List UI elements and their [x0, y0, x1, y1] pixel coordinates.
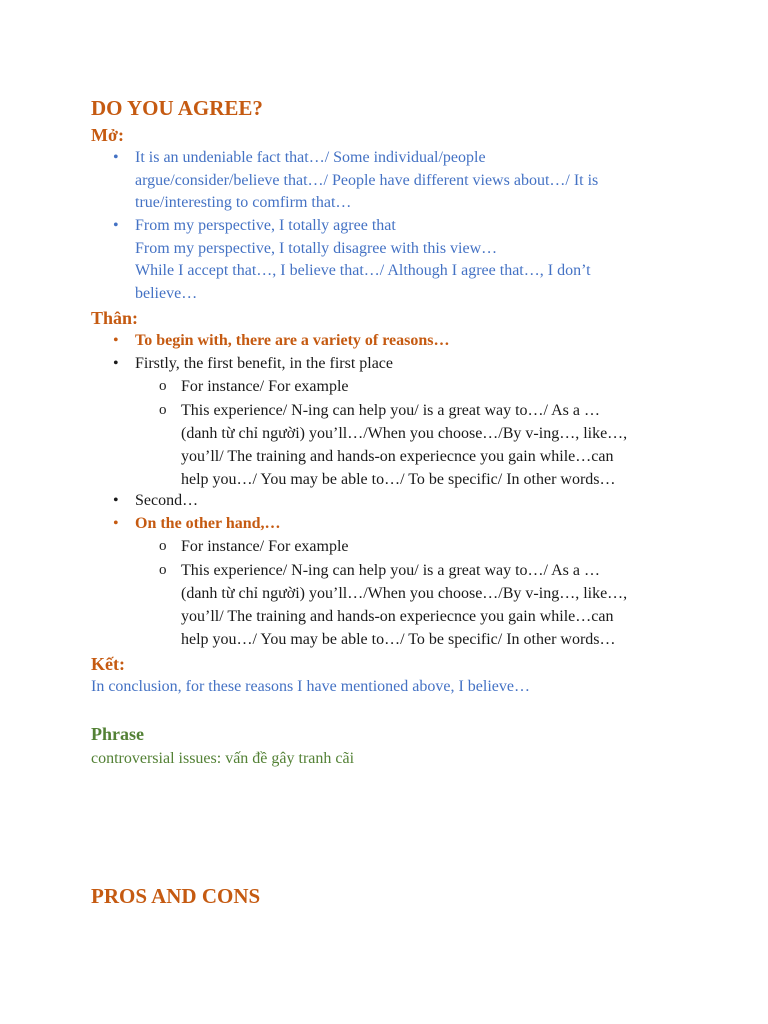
heading-than: Thân:	[91, 308, 139, 328]
text-line: believe…	[135, 284, 198, 302]
text-line: From my perspective, I totally disagree with this view…	[135, 239, 498, 257]
heading-ket: Kết:	[91, 654, 125, 674]
sub-list-item-2a: For instance/ For example	[181, 538, 349, 555]
text-line: This experience/ N-ing can help you/ is a great way to…/ As a …	[181, 402, 600, 419]
bullet-icon: •	[113, 332, 119, 349]
text-line: This experience/ N-ing can help you/ is a great way to…/ As a …	[181, 562, 600, 579]
sub-list-item-1a: For instance/ For example	[181, 378, 349, 395]
bullet-icon: •	[113, 492, 119, 509]
section-title-pros-and-cons: PROS AND CONS	[91, 884, 261, 908]
text-line: From my perspective, I totally agree that	[135, 217, 396, 234]
list-item-than-4: On the other hand,…	[135, 515, 281, 532]
sub-bullet-icon: o	[159, 378, 167, 394]
list-item-than-1: To begin with, there are a variety of reasons…	[135, 332, 450, 349]
phrase-text: controversial issues: vấn đề gây tranh cãi	[91, 750, 355, 767]
text-line: argue/consider/believe that…/ People have different views about…/ It is	[135, 171, 599, 189]
text-line: It is an undeniable fact that…/ Some individual/people	[135, 149, 486, 166]
list-item-mo-1	[135, 147, 685, 215]
list-item-than-2: Firstly, the first benefit, in the first place	[135, 355, 394, 372]
bullet-icon: •	[113, 149, 119, 166]
text-line: you’ll/ The training and hands-on experiecnce you gain while…can	[181, 448, 614, 465]
list-item-than-3: Second…	[135, 492, 199, 509]
text-line: you’ll/ The training and hands-on experiecnce you gain while…can	[181, 608, 614, 625]
text-line: help you…/ You may be able to…/ To be specific/ In other words…	[181, 631, 616, 648]
text-line: (danh từ chỉ người) you’ll…/When you choose…/By v-ing…, like…,	[181, 425, 628, 442]
text-line: While I accept that…, I believe that…/ Although I agree that…, I don’t	[135, 262, 591, 280]
bullet-icon: •	[113, 515, 119, 532]
bullet-icon: •	[113, 355, 119, 372]
conclusion-text: In conclusion, for these reasons I have mentioned above, I believe…	[91, 678, 530, 695]
text-line: (danh từ chỉ người) you’ll…/When you choose…/By v-ing…, like…,	[181, 585, 628, 602]
heading-phrase: Phrase	[91, 724, 144, 744]
sub-bullet-icon: o	[159, 562, 167, 578]
sub-bullet-icon: o	[159, 402, 167, 418]
sub-bullet-icon: o	[159, 538, 167, 554]
sub-list-item-2b	[181, 559, 681, 651]
section-title-do-you-agree: DO YOU AGREE?	[91, 96, 263, 120]
sub-list-item-1b	[181, 399, 681, 491]
text-line: help you…/ You may be able to…/ To be specific/ In other words…	[181, 471, 616, 488]
text-line: true/interesting to comfirm that…	[135, 194, 352, 212]
bullet-icon: •	[113, 217, 119, 234]
list-item-mo-2	[135, 215, 685, 305]
heading-mo: Mở:	[91, 125, 124, 145]
